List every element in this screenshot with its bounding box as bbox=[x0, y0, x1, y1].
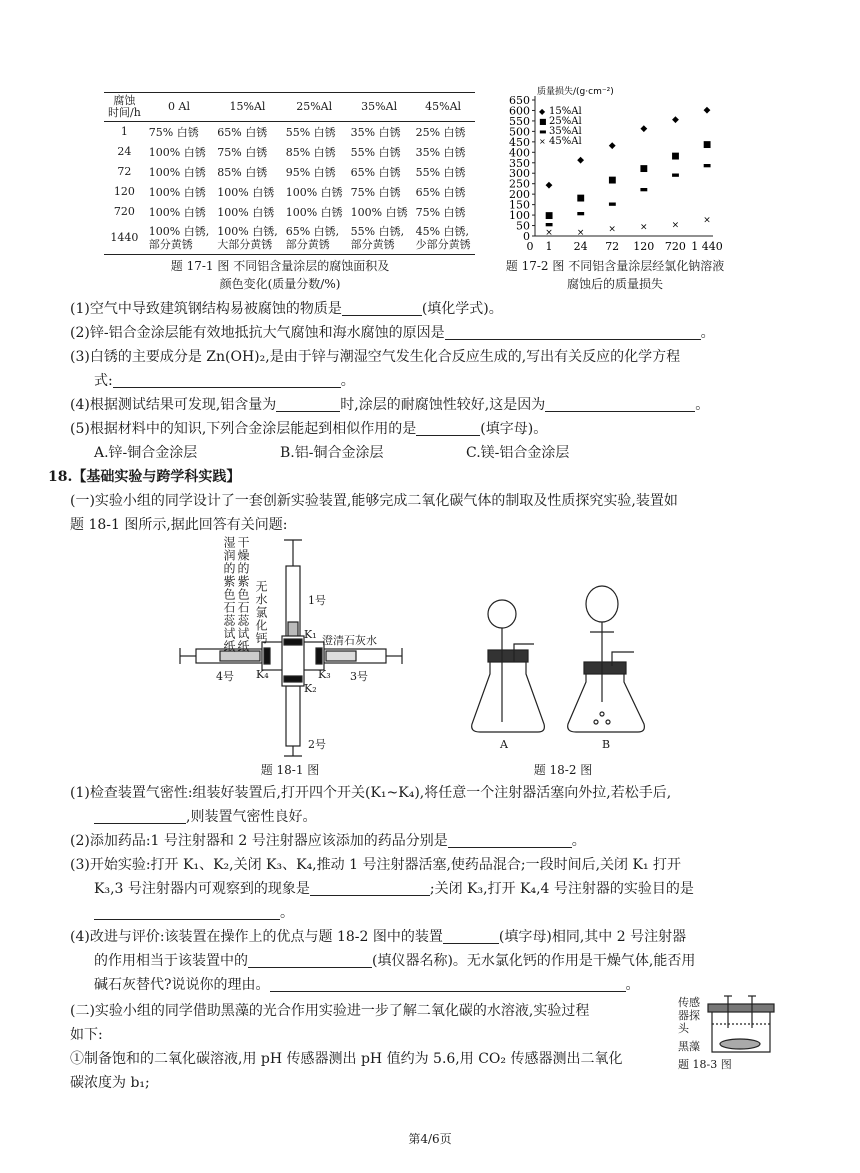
y-tick-label: 300 bbox=[509, 167, 530, 181]
q18-1: (1)检查装置气密性:组装好装置后,打开四个开关(K₁~K₄),将任意一个注射器活塞向外拉,若松手后, bbox=[70, 785, 672, 801]
q17-1: (1)空气中导致建筑钢结构易被腐蚀的物质是 (填化学式)。 bbox=[70, 301, 503, 317]
q18-step1: ①制备饱和的二氧化碳溶液,用 pH 传感器测出 pH 值约为 5.6,用 CO₂ 传感器测出二氧化 bbox=[70, 1051, 623, 1067]
q18-part2-intro-2: 如下: bbox=[70, 1027, 103, 1043]
answer-blank[interactable] bbox=[445, 323, 701, 340]
label-syringe-2: 2号 bbox=[308, 738, 326, 751]
legend-marker: ▬ bbox=[539, 127, 547, 136]
legend-marker: ■ bbox=[539, 117, 547, 126]
label-cacl2: 无水氯化钙 bbox=[254, 580, 268, 645]
legend-marker: ◆ bbox=[539, 107, 546, 116]
y-tick-label: 100 bbox=[509, 209, 530, 223]
q18-4-line3: 碱石灰替代?说说你的理由。 。 bbox=[94, 977, 640, 993]
y-tick-label: 550 bbox=[509, 114, 530, 128]
data-point: ▬ bbox=[639, 184, 649, 195]
table-row bbox=[104, 182, 475, 202]
data-point: ▬ bbox=[702, 160, 712, 171]
option-a[interactable]: A.锌-铜合金涂层 bbox=[94, 445, 198, 461]
label-syringe-1: 1号 bbox=[308, 594, 326, 607]
answer-blank[interactable] bbox=[248, 951, 372, 968]
data-point: ◆ bbox=[545, 180, 553, 191]
table-row bbox=[104, 122, 475, 143]
figure-18-3 bbox=[676, 994, 776, 1071]
label-k2: K₂ bbox=[304, 682, 317, 695]
label-sensor-probe: 传感器探头 bbox=[678, 996, 700, 1035]
q18-step1-line2: 碳浓度为 b₁; bbox=[70, 1075, 150, 1091]
column-header: 0 Al bbox=[145, 93, 213, 122]
y-tick-label: 450 bbox=[509, 135, 530, 149]
data-point: × bbox=[545, 227, 553, 238]
table-cell: 45% 白锈, 少部分黄锈 bbox=[415, 225, 471, 251]
answer-blank[interactable] bbox=[545, 395, 695, 412]
fig17-1-caption: 题 17-1 图 不同铝含量涂层的腐蚀面积及 颜色变化(质量分数/%) bbox=[170, 259, 390, 291]
data-point: ■ bbox=[607, 175, 617, 186]
table-cell: 35% 白锈 bbox=[415, 145, 466, 159]
time-cell: 24 bbox=[117, 145, 132, 158]
data-point: ■ bbox=[544, 211, 554, 222]
label-limewater: 澄清石灰水 bbox=[322, 634, 377, 647]
q18-4-line2: 的作用相当于该装置中的 (填仪器名称)。无水氯化钙的作用是干燥气体,能否用 bbox=[94, 953, 696, 969]
table-cell: 100% 白锈 bbox=[285, 185, 343, 199]
x-zero-label: 0 bbox=[526, 240, 534, 253]
option-c[interactable]: C.镁-铝合金涂层 bbox=[466, 445, 570, 461]
table-cell: 25% 白锈 bbox=[415, 125, 466, 139]
table-cell: 75% 白锈 bbox=[415, 205, 466, 219]
y-tick-label: 400 bbox=[509, 146, 530, 160]
x-tick-label: 24 bbox=[573, 240, 588, 253]
x-tick-label: 720 bbox=[664, 240, 686, 253]
column-header: 35%Al bbox=[347, 93, 412, 122]
x-tick-label: 72 bbox=[605, 240, 620, 253]
table-cell: 55% 白锈 bbox=[285, 125, 336, 139]
data-point: × bbox=[640, 222, 648, 233]
q17-5: (5)根据材料中的知识,下列合金涂层能起到相似作用的是 (填字母)。 bbox=[70, 421, 548, 437]
table-cell: 65% 白锈 bbox=[415, 185, 466, 199]
fig18-3-caption: 题 18-3 图 bbox=[678, 1058, 732, 1071]
table-row bbox=[104, 202, 475, 222]
label-algae: 黑藻 bbox=[678, 1040, 700, 1053]
q18-part2-intro: (二)实验小组的同学借助黑藻的光合作用实验进一步了解二氧化碳的水溶液,实验过程 bbox=[70, 1003, 590, 1019]
legend-label: 25%Al bbox=[549, 116, 582, 127]
q18-part1-intro-2: 题 18-1 图所示,据此回答有关问题: bbox=[70, 517, 288, 533]
data-point: × bbox=[671, 220, 680, 231]
figure-18-2 bbox=[468, 574, 658, 750]
table-cell: 85% 白锈 bbox=[217, 165, 268, 179]
label-k3: K₃ bbox=[318, 668, 331, 681]
data-point: ■ bbox=[576, 193, 585, 204]
label-syringe-4: 4号 bbox=[216, 670, 234, 683]
time-cell: 1440 bbox=[110, 231, 139, 244]
data-point: × bbox=[608, 224, 616, 235]
mass-loss-chart bbox=[495, 86, 725, 256]
data-point: × bbox=[703, 215, 711, 226]
table-cell: 100% 白锈 bbox=[148, 165, 206, 179]
table-cell: 100% 白锈 bbox=[148, 205, 206, 219]
answer-blank[interactable] bbox=[443, 927, 499, 944]
label-k1: K₁ bbox=[304, 628, 317, 641]
table-cell: 95% 白锈 bbox=[285, 165, 336, 179]
table-cell: 100% 白锈 bbox=[217, 185, 275, 199]
y-tick-label: 150 bbox=[509, 198, 530, 212]
legend-marker: × bbox=[539, 137, 546, 146]
column-header: 45%Al bbox=[412, 93, 475, 122]
q18-3-line3: 。 bbox=[94, 902, 294, 924]
answer-blank[interactable] bbox=[113, 371, 341, 388]
table-cell: 100% 白锈 bbox=[285, 205, 343, 219]
y-tick-label: 250 bbox=[509, 177, 530, 191]
legend-label: 45%Al bbox=[549, 136, 582, 147]
label-dry-litmus: 干燥的紫色石蕊试纸 bbox=[236, 536, 250, 653]
time-cell: 1 bbox=[120, 125, 128, 138]
q18-4: (4)改进与评价:该装置在操作上的优点与题 18-2 图中的装置 (填字母)相同,其中 2 号注射器 bbox=[70, 929, 687, 945]
table-cell: 55% 白锈 bbox=[350, 145, 401, 159]
page-footer: 第4/6页 bbox=[408, 1132, 452, 1146]
table-cell: 100% 白锈 bbox=[148, 185, 206, 199]
table-header-row bbox=[104, 93, 475, 122]
time-cell: 72 bbox=[117, 165, 132, 178]
q18-1-line2: ,则装置气密性良好。 bbox=[94, 806, 316, 828]
table-row bbox=[104, 222, 475, 255]
data-point: ◆ bbox=[608, 140, 616, 151]
table-cell: 65% 白锈 bbox=[350, 165, 401, 179]
q17-2: (2)锌-铝合金涂层能有效地抵抗大气腐蚀和海水腐蚀的原因是 。 bbox=[70, 325, 715, 341]
table-cell: 100% 白锈, 大部分黄锈 bbox=[217, 225, 278, 251]
table-17-1 bbox=[104, 92, 475, 255]
column-header: 15%Al bbox=[213, 93, 281, 122]
table-row bbox=[104, 142, 475, 162]
q18-title: 18.【基础实验与跨学科实践】 bbox=[48, 469, 241, 485]
y-tick-label: 600 bbox=[509, 104, 530, 118]
table-cell: 55% 白锈, 部分黄锈 bbox=[350, 225, 405, 251]
table-cell: 100% 白锈 bbox=[350, 205, 408, 219]
data-point: ■ bbox=[639, 164, 649, 174]
table-cell: 75% 白锈 bbox=[148, 125, 199, 139]
option-b[interactable]: B.铝-铜合金涂层 bbox=[280, 445, 384, 461]
table-cell: 75% 白锈 bbox=[217, 145, 268, 159]
table-cell: 100% 白锈, 部分黄锈 bbox=[148, 225, 210, 251]
time-cell: 120 bbox=[113, 185, 135, 198]
y-tick-label: 350 bbox=[509, 156, 530, 170]
x-tick-label: 120 bbox=[633, 240, 655, 253]
table-cell: 100% 白锈 bbox=[148, 145, 206, 159]
gas-generator-diagram bbox=[468, 574, 658, 750]
table-row bbox=[104, 162, 475, 182]
time-header: 腐蚀 时间/h bbox=[104, 93, 145, 122]
data-point: ▬ bbox=[576, 208, 585, 219]
data-point: ◆ bbox=[577, 155, 585, 166]
fig18-2-caption: 题 18-2 图 bbox=[533, 763, 593, 777]
q17-3: (3)白锈的主要成分是 Zn(OH)₂,是由于锌与潮湿空气发生化合反应生成的,写出有关反应的化学方程 bbox=[70, 349, 681, 365]
q17-4: (4)根据测试结果可发现,铝含量为 时,涂层的耐腐蚀性较好,这是因为 。 bbox=[70, 397, 710, 413]
time-cell: 720 bbox=[113, 205, 135, 218]
data-point: ◆ bbox=[703, 105, 711, 116]
answer-blank[interactable] bbox=[270, 975, 626, 992]
q18-2: (2)添加药品:1 号注射器和 2 号注射器应该添加的药品分别是 。 bbox=[70, 833, 586, 849]
label-b: B bbox=[602, 738, 611, 751]
label-a: A bbox=[500, 738, 508, 751]
fig18-1-caption: 题 18-1 图 bbox=[260, 763, 320, 777]
data-point: ■ bbox=[671, 151, 680, 162]
column-header: 25%Al bbox=[282, 93, 347, 122]
table-cell: 35% 白锈 bbox=[350, 125, 401, 139]
answer-blank[interactable] bbox=[448, 831, 572, 848]
answer-blank[interactable] bbox=[94, 807, 186, 824]
table-cell: 75% 白锈 bbox=[350, 185, 401, 199]
q17-3-line2: 式: 。 bbox=[94, 373, 355, 389]
y-tick-label: 50 bbox=[516, 219, 530, 233]
label-syringe-3: 3号 bbox=[350, 670, 368, 683]
q17-options bbox=[94, 442, 569, 464]
q18-3-line2: K₃,3 号注射器内可观察到的现象是 ;关闭 K₃,打开 K₄,4 号注射器的实验目的是 bbox=[94, 881, 694, 897]
table-cell: 100% 白锈 bbox=[217, 205, 275, 219]
table-cell: 85% 白锈 bbox=[285, 145, 336, 159]
answer-blank[interactable] bbox=[416, 419, 480, 436]
y-tick-label: 200 bbox=[509, 188, 530, 202]
x-tick-label: 1 bbox=[545, 240, 553, 253]
legend-label: 15%Al bbox=[549, 106, 582, 117]
data-point: × bbox=[576, 227, 585, 238]
y-tick-label: 650 bbox=[509, 94, 530, 107]
answer-blank[interactable] bbox=[310, 879, 430, 896]
y-axis-label: 质量损失/(g·cm⁻²) bbox=[537, 87, 614, 97]
figure-18-1 bbox=[176, 536, 406, 758]
label-k4: K₄ bbox=[256, 668, 269, 681]
fig17-2-caption: 题 17-2 图 不同铝含量涂层经氯化钠溶液 腐蚀后的质量损失 bbox=[505, 259, 725, 291]
data-point: ◆ bbox=[671, 114, 679, 125]
answer-blank[interactable] bbox=[94, 903, 280, 920]
y-tick-label: 0 bbox=[523, 230, 530, 243]
table-cell: 65% 白锈 bbox=[217, 125, 268, 139]
table-cell: 65% 白锈, 部分黄锈 bbox=[285, 225, 340, 251]
q18-part1-intro: (一)实验小组的同学设计了一套创新实验装置,能够完成二氧化碳气体的制取及性质探究实验,装置如 bbox=[70, 493, 678, 509]
legend-label: 35%Al bbox=[549, 126, 582, 137]
chart-17-2 bbox=[495, 86, 725, 260]
data-point: ▬ bbox=[607, 199, 617, 210]
answer-blank[interactable] bbox=[342, 299, 422, 316]
table-cell: 55% 白锈 bbox=[415, 165, 466, 179]
x-tick-label: 1 440 bbox=[691, 240, 723, 253]
y-tick-label: 500 bbox=[509, 125, 530, 139]
label-wet-litmus: 湿润的紫色石蕊试纸 bbox=[222, 536, 236, 653]
data-point: ▬ bbox=[544, 219, 554, 230]
q18-3: (3)开始实验:打开 K₁、K₂,关闭 K₃、K₄,推动 1 号注射器活塞,使药品混合;一段时间后,关闭 K₁ 打开 bbox=[70, 857, 682, 873]
answer-blank[interactable] bbox=[276, 395, 340, 412]
data-point: ◆ bbox=[640, 124, 648, 135]
data-point: ▬ bbox=[671, 170, 680, 181]
data-point: ■ bbox=[702, 139, 712, 150]
